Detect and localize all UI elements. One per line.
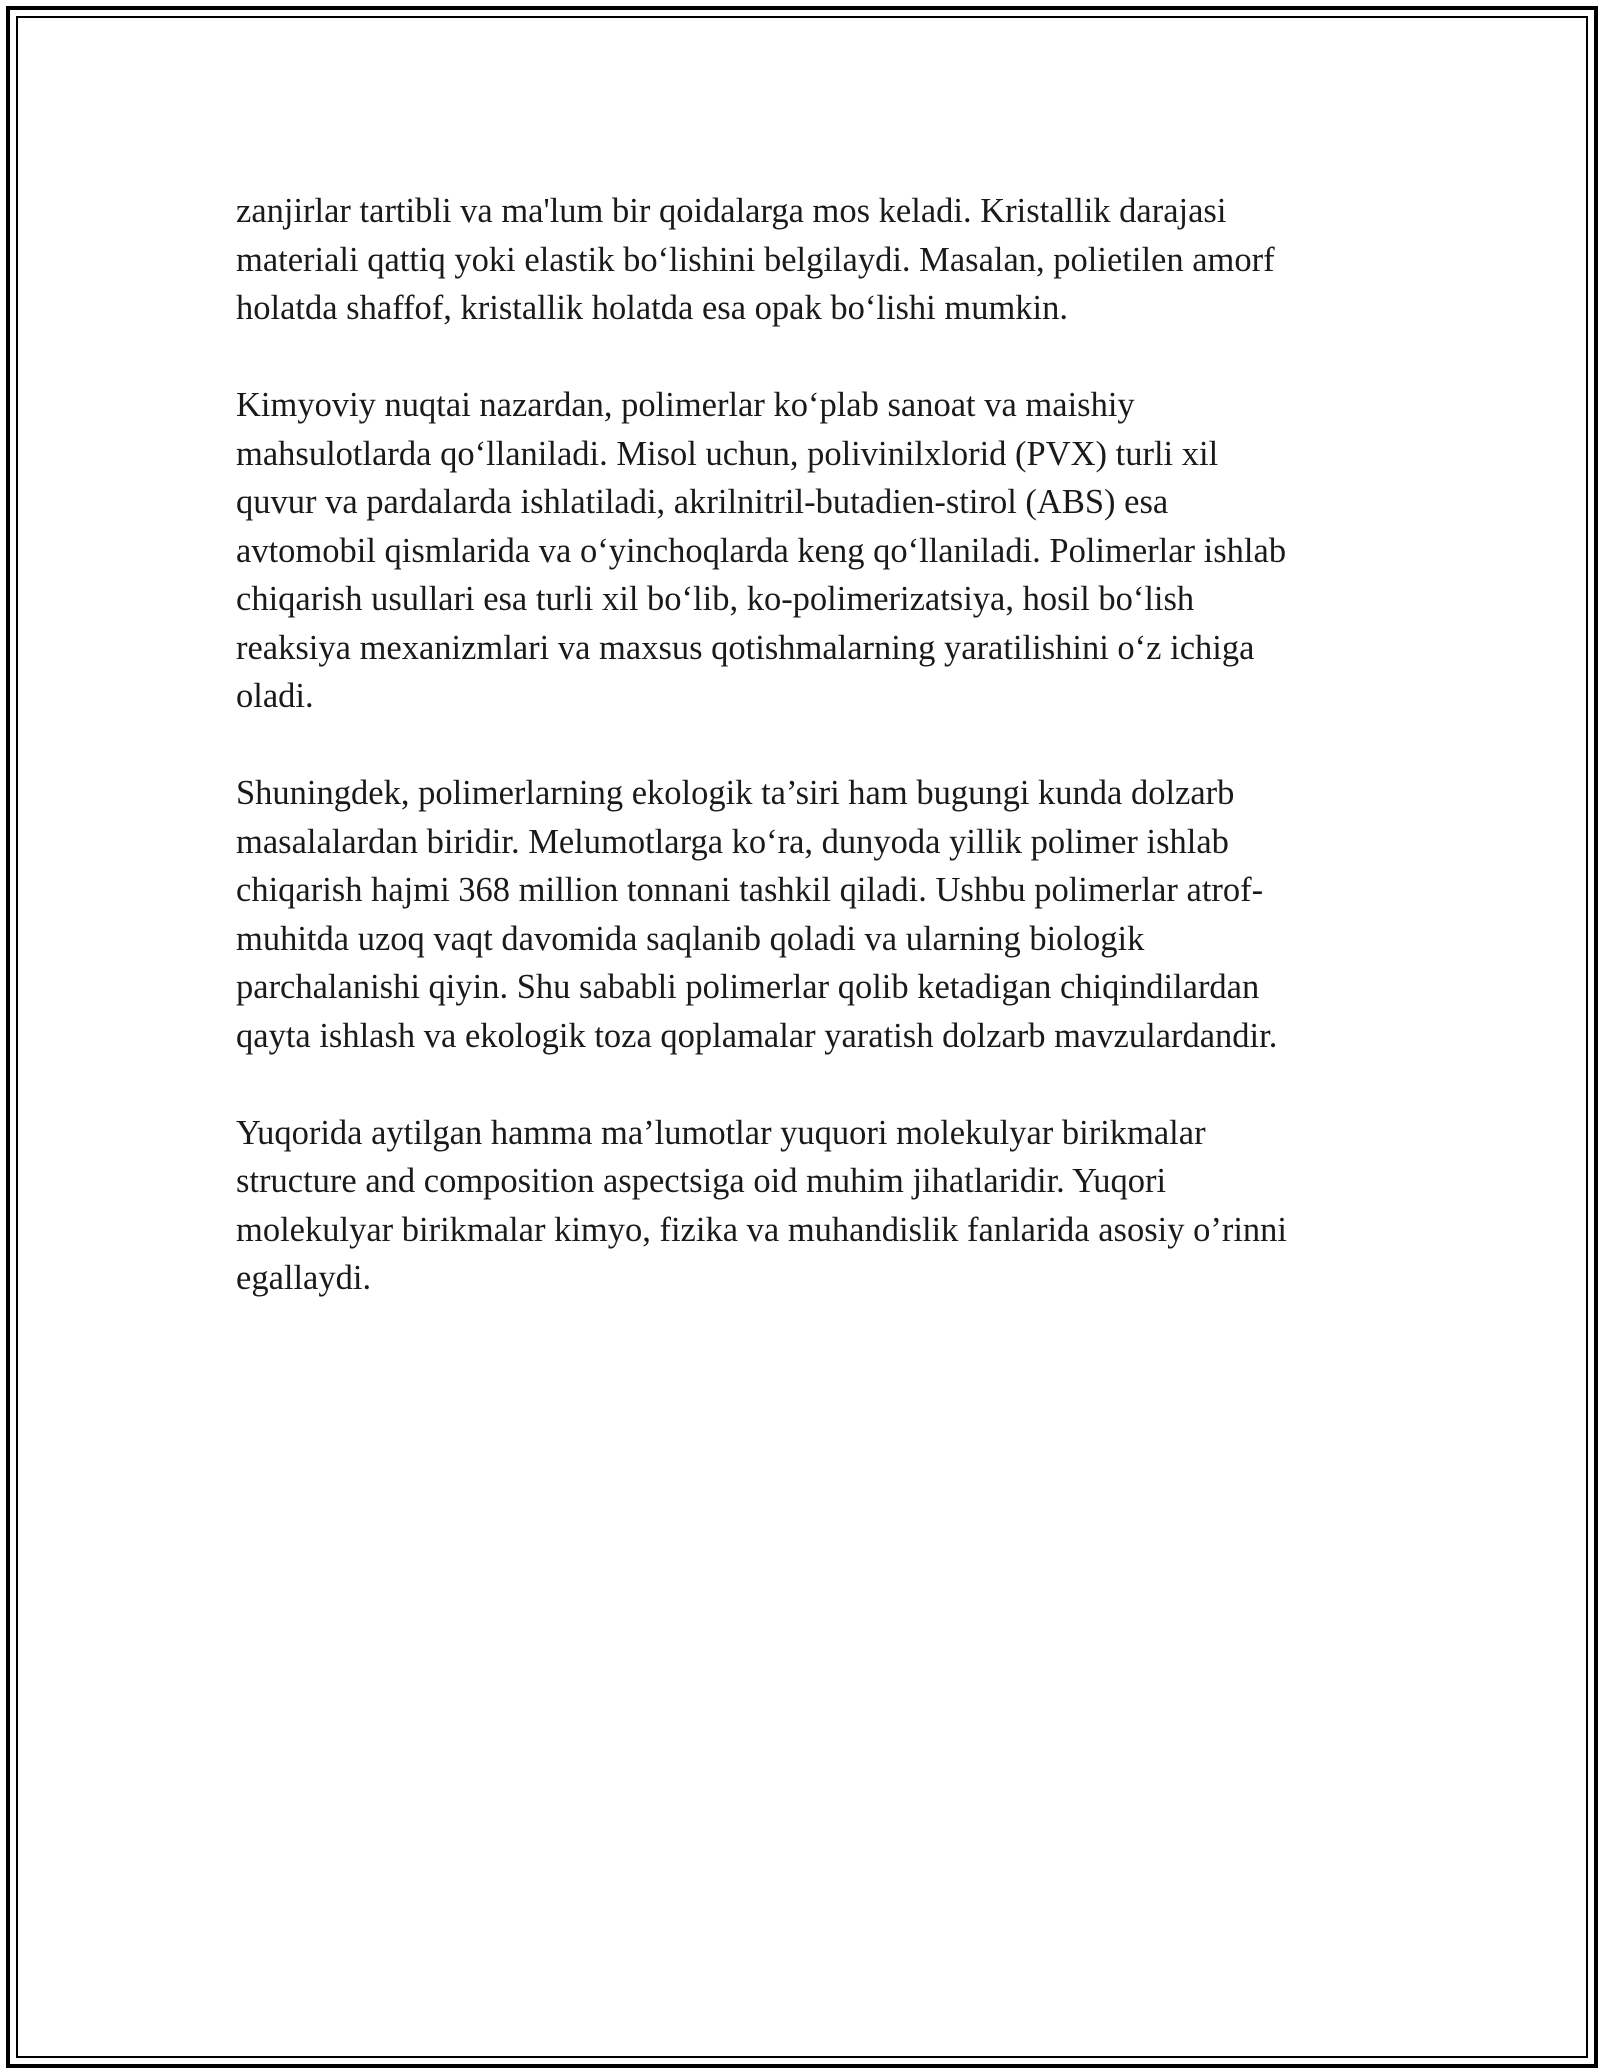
text-line: holatda shaffof, kristallik holatda esa opak bo‘lishi mumkin. — [236, 289, 1068, 327]
text-line: chiqarish usullari esa turli xil bo‘lib, ko-polimerizatsiya, hosil bo‘lish — [236, 580, 1195, 618]
paragraph-ecological-impact — [236, 769, 1364, 1060]
text-line: parchalanishi qiyin. Shu sababli polimerlar qolib ketadigan chiqindilardan — [236, 968, 1260, 1006]
document-body — [236, 187, 1364, 1351]
text-line: structure and composition aspectsiga oid muhim jihatlaridir. Yuqori — [236, 1162, 1167, 1200]
text-line: quvur va pardalarda ishlatiladi, akrilnitril-butadien-stirol (ABS) esa — [236, 483, 1169, 521]
paragraph-crystallinity — [236, 187, 1364, 333]
paragraph-summary — [236, 1109, 1364, 1303]
text-line: Kimyoviy nuqtai nazardan, polimerlar ko‘plab sanoat va maishiy — [236, 386, 1135, 424]
text-line: molekulyar birikmalar kimyo, fizika va muhandislik fanlarida asosiy o’rinni — [236, 1210, 1288, 1249]
text-line: chiqarish hajmi 368 million tonnani tashkil qiladi. Ushbu polimerlar atrof- — [236, 871, 1264, 909]
text-line: qayta ishlash va ekologik toza qoplamalar yaratish dolzarb mavzulardandir. — [236, 1016, 1278, 1055]
paragraph-chemical-applications — [236, 381, 1364, 721]
text-line: avtomobil qismlarida va o‘yinchoqlarda keng qo‘llaniladi. Polimerlar ishlab — [236, 531, 1287, 570]
text-line: zanjirlar tartibli va ma'lum bir qoidalarga mos keladi. Kristallik darajasi — [236, 192, 1227, 230]
text-line: masalalardan biridir. Melumotlarga ko‘ra, dunyoda yillik polimer ishlab — [236, 822, 1229, 861]
text-line: egallaydi. — [236, 1259, 372, 1297]
text-line: materiali qattiq yoki elastik bo‘lishini belgilaydi. Masalan, polietilen amorf — [236, 240, 1275, 279]
text-line: Yuqorida aytilgan hamma ma’lumotlar yuquori molekulyar birikmalar — [236, 1113, 1206, 1152]
text-line: oladi. — [236, 677, 314, 715]
text-line: mahsulotlarda qo‘llaniladi. Misol uchun, polivinilxlorid (PVX) turli xil — [236, 434, 1219, 473]
text-line: reaksiya mexanizmlari va maxsus qotishmalarning yaratilishini o‘z ichiga — [236, 628, 1255, 667]
text-line: Shuningdek, polimerlarning ekologik ta’siri ham bugungi kunda dolzarb — [236, 774, 1235, 812]
text-line: muhitda uzoq vaqt davomida saqlanib qoladi va ularning biologik — [236, 919, 1145, 958]
